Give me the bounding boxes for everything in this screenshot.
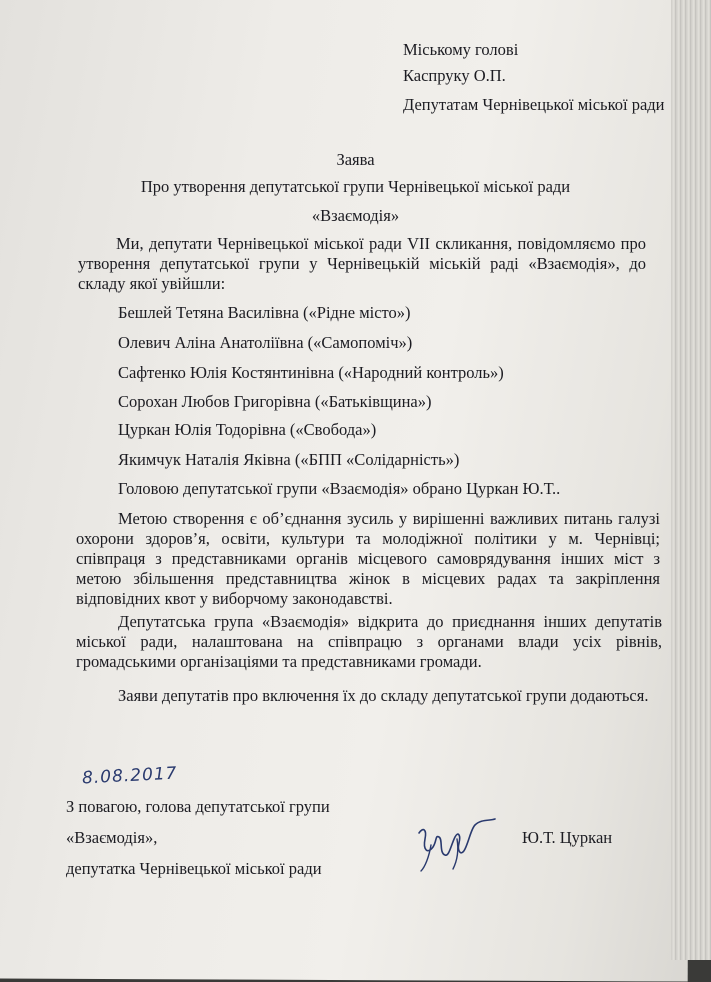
member-2: Олевич Аліна Анатоліївна («Самопоміч») — [118, 333, 413, 352]
member-5: Цуркан Юлія Тодорівна («Свобода») — [118, 420, 377, 439]
handwritten-signature — [405, 805, 500, 875]
handwritten-date: 8.08.2017 — [81, 763, 178, 789]
closing-line-3: депутатка Чернівецької міської ради — [66, 859, 322, 878]
purpose-paragraph: Метою створення є об’єднання зусиль у вирішенні важливих питань галузі охорони здоров’я, освіти, культури та молодіжної політики у м. Чернівці; співпраця з представниками органів місцевого самоврядування інших міст з метою збільшення представництва жінок в місцевих радах та закріплення відповідних квот у виборчому законодавстві. — [76, 509, 660, 608]
intro-paragraph: Ми, депутати Чернівецької міської ради VII скликання, повідомляємо про утворення депутатської групи у Чернівецькій міській раді «Взаємодія», до складу якої увійшли: — [78, 234, 646, 293]
document-title: Заява — [336, 150, 375, 169]
member-6: Якимчук Наталія Яківна («БПП «Солідарність») — [118, 450, 460, 469]
paper-stack-edge — [671, 0, 711, 960]
addressee-line-1: Міському голові — [403, 40, 519, 59]
member-1: Бешлей Тетяна Василівна («Рідне місто») — [118, 303, 411, 322]
signer-name: Ю.Т. Цуркан — [522, 828, 613, 847]
closing-line-2: «Взаємодія», — [66, 828, 158, 847]
openness-paragraph: Депутатська група «Взаємодія» відкрита до приєднання інших депутатів міської ради, налаштована на співпрацю з органами влади усіх рівнів, громадськими організаціями та представниками громади. — [76, 612, 662, 671]
applications-paragraph: Заяви депутатів про включення їх до складу депутатської групи додаються. — [118, 686, 649, 705]
addressee-line-3: Депутатам Чернівецької міської ради — [403, 95, 665, 114]
document-subject-line-2: «Взаємодія» — [311, 206, 400, 225]
group-head-statement: Головою депутатської групи «Взаємодія» обрано Цуркан Ю.Т.. — [118, 479, 561, 498]
member-4: Сорохан Любов Григорівна («Батьківщина») — [118, 392, 432, 411]
closing-line-1: З повагою, голова депутатської групи — [66, 797, 330, 816]
addressee-line-2: Каспруку О.П. — [403, 66, 506, 85]
member-3: Сафтенко Юлія Костянтинівна («Народний контроль») — [118, 363, 504, 382]
document-subject-line-1: Про утворення депутатської групи Чернівецької міської ради — [140, 177, 571, 196]
